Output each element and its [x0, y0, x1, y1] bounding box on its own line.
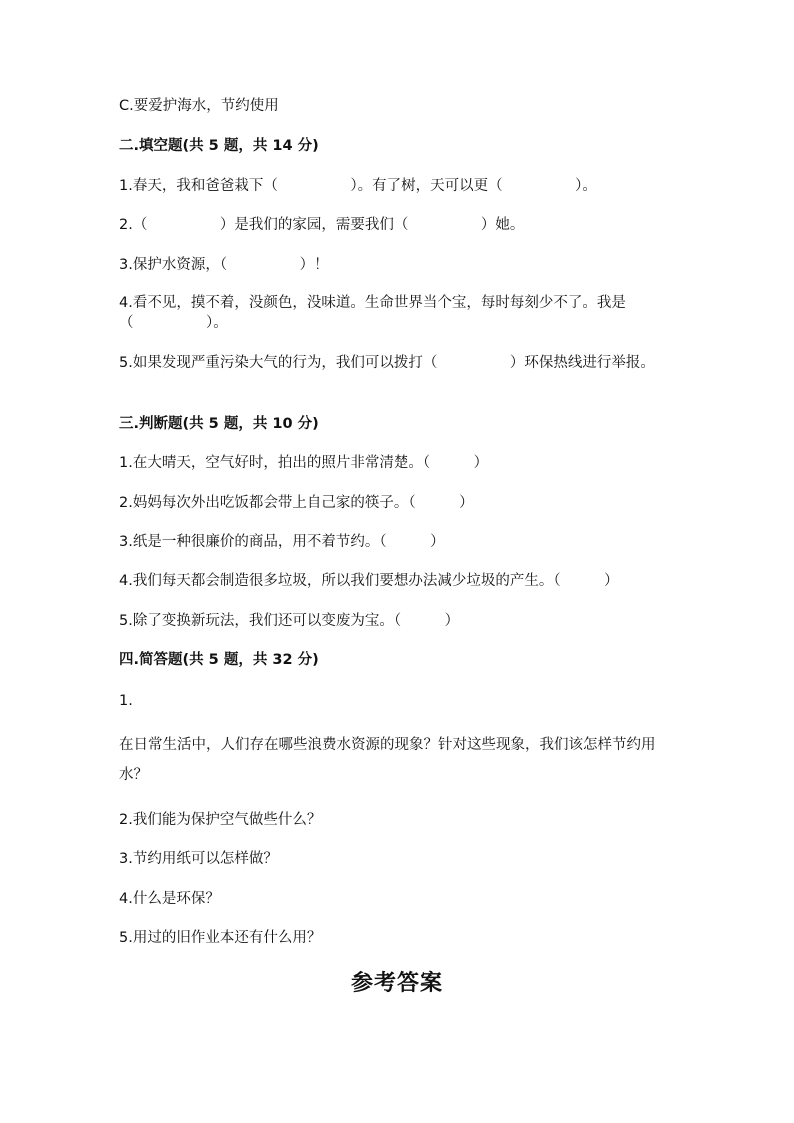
- answer-title: 参考答案: [350, 970, 443, 996]
- fill-question-1: 1.春天，我和爸爸栽下（ ）。有了树，天可以更（ ）。: [119, 178, 597, 194]
- choice-option-c: C.要爱护海水，节约使用: [119, 98, 279, 114]
- section-heading-true-false: 三.判断题(共 5 题，共 10 分): [119, 416, 319, 432]
- short-question-5: 5.用过的旧作业本还有什么用？: [119, 930, 322, 946]
- judge-question-2: 2.妈妈每次外出吃饭都会带上自己家的筷子。（ ）: [119, 495, 474, 511]
- short-question-3: 3.节约用纸可以怎样做？: [119, 851, 278, 867]
- fill-question-2: 2.（ ）是我们的家园，需要我们（ ）她。: [119, 217, 525, 233]
- fill-question-5: 5.如果发现严重污染大气的行为，我们可以拨打（ ）环保热线进行举报。: [119, 355, 655, 371]
- short-question-1-number: 1.: [119, 693, 133, 709]
- fill-question-3: 3.保护水资源，（ ）！: [119, 257, 329, 273]
- short-question-4: 4.什么是环保？: [119, 891, 220, 907]
- judge-question-3: 3.纸是一种很廉价的商品，用不着节约。（ ）: [119, 534, 445, 550]
- section-heading-short-answer: 四.简答题(共 5 题，共 32 分): [119, 652, 319, 668]
- judge-question-4: 4.我们每天都会制造很多垃圾，所以我们要想办法减少垃圾的产生。（ ）: [119, 573, 619, 589]
- judge-question-1: 1.在大晴天，空气好时，拍出的照片非常清楚。（ ）: [119, 455, 489, 471]
- fill-question-4: 4.看不见，摸不着，没颜色，没味道。生命世界当个宝，每时每刻少不了。我是（ ）。: [119, 295, 626, 331]
- section-heading-fill-in: 二.填空题(共 5 题，共 14 分): [119, 138, 319, 154]
- judge-question-5: 5.除了变换新玩法，我们还可以变废为宝。（ ）: [119, 613, 460, 629]
- short-question-1-text: 在日常生活中，人们存在哪些浪费水资源的现象？针对这些现象，我们该怎样节约用水？: [119, 737, 656, 783]
- short-question-2: 2.我们能为保护空气做些什么？: [119, 812, 322, 828]
